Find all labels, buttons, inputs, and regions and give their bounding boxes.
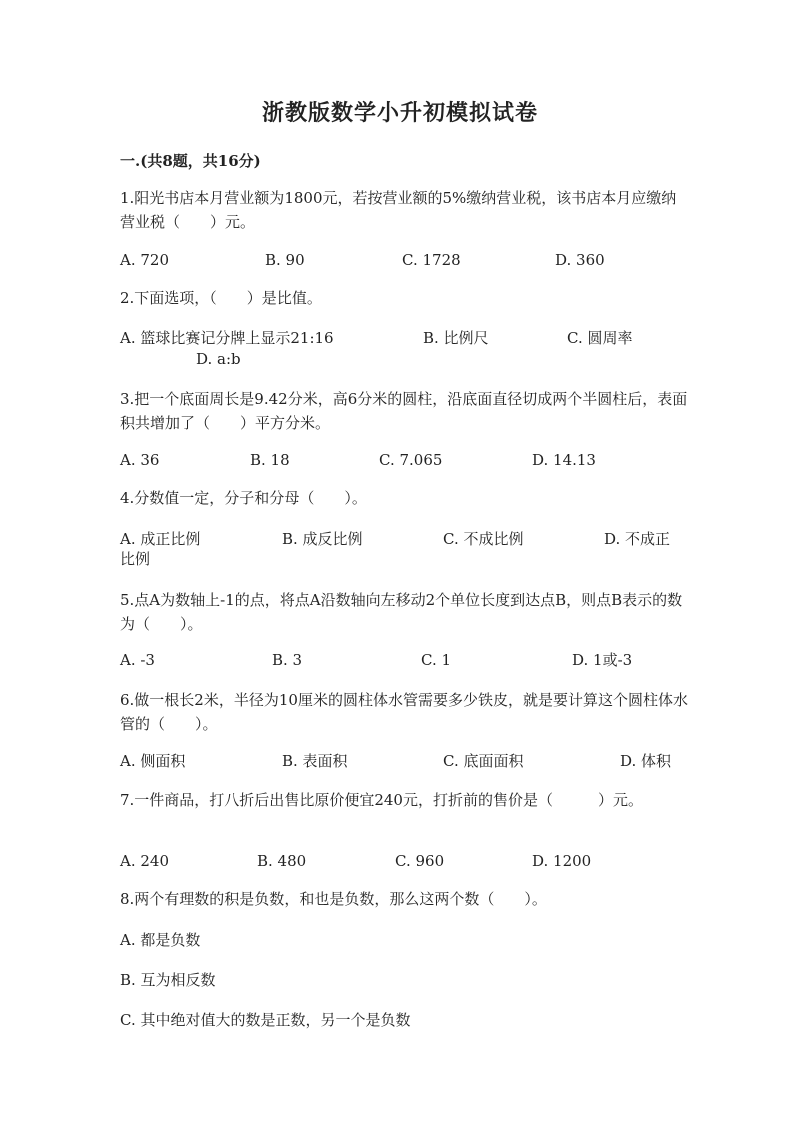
question-8-option-c: C. 其中绝对值大的数是正数，另一个是负数: [120, 1011, 411, 1029]
question-6-option-a: A. 侧面积: [120, 752, 186, 770]
question-7-option-b: B. 480: [257, 852, 307, 870]
question-3-option-d: D. 14.13: [532, 451, 596, 469]
question-8-option-a: A. 都是负数: [120, 931, 201, 949]
question-3-text: 3.把一个底面周长是9.42分米，高6分米的圆柱，沿底面直径切成两个半圆柱后，表面积共增加了（ ）平方分米。: [120, 390, 688, 432]
question-5-option-b: B. 3: [272, 651, 303, 669]
question-1-text: 1.阳光书店本月营业额为1800元，若按营业额的5%缴纳营业税，该书店本月应缴纳营业税（ ）元。: [120, 189, 677, 231]
question-1-option-b: B. 90: [265, 251, 305, 269]
question-4-option-b: B. 成反比例: [282, 530, 363, 548]
question-6-option-c: C. 底面面积: [443, 752, 524, 770]
question-5-option-c: C. 1: [421, 651, 452, 669]
question-5-option-d: D. 1或-3: [572, 651, 633, 669]
question-8-option-b: B. 互为相反数: [120, 971, 216, 989]
question-6-option-b: B. 表面积: [282, 752, 348, 770]
question-5-option-a: A. -3: [120, 651, 155, 669]
section-heading: 一.(共8题，共16分): [120, 152, 261, 170]
question-5-text: 5.点A为数轴上-1的点，将点A沿数轴向左移动2个单位长度到达点B，则点B表示的数为（ ）。: [120, 591, 683, 633]
question-2-option-a: A. 篮球比赛记分牌上显示21:16: [120, 329, 334, 347]
question-2-option-d: D. a:b: [196, 350, 241, 368]
question-4-option-a: A. 成正比例: [120, 530, 201, 548]
question-7-option-a: A. 240: [120, 852, 169, 870]
question-8-text: 8.两个有理数的积是负数，和也是负数，那么这两个数（ ）。: [120, 890, 547, 908]
question-6-text: 6.做一根长2米，半径为10厘米的圆柱体水管需要多少铁皮，就是要计算这个圆柱体水管的（ ）。: [120, 691, 688, 733]
question-2-text: 2.下面选项，（ ）是比值。: [120, 289, 322, 307]
question-7-option-c: C. 960: [395, 852, 445, 870]
question-7-text: 7.一件商品，打八折后出售比原价便宜240元，打折前的售价是（ ）元。: [120, 791, 643, 809]
question-2-option-b: B. 比例尺: [423, 329, 489, 347]
exam-title: 浙教版数学小升初模拟试卷: [261, 100, 538, 126]
question-4-option-c: C. 不成比例: [443, 530, 524, 548]
question-6-option-d: D. 体积: [620, 752, 672, 770]
question-4-option-d-cont: 比例: [120, 550, 151, 568]
question-7-option-d: D. 1200: [532, 852, 592, 870]
question-4-option-d: D. 不成正: [604, 530, 671, 548]
question-1-option-d: D. 360: [555, 251, 605, 269]
question-4-text: 4.分数值一定，分子和分母（ ）。: [120, 489, 367, 507]
question-1-option-c: C. 1728: [402, 251, 461, 269]
question-3-option-a: A. 36: [120, 451, 160, 469]
question-2-option-c: C. 圆周率: [567, 329, 633, 347]
question-1-option-a: A. 720: [120, 251, 169, 269]
question-3-option-b: B. 18: [250, 451, 290, 469]
question-3-option-c: C. 7.065: [379, 451, 443, 469]
